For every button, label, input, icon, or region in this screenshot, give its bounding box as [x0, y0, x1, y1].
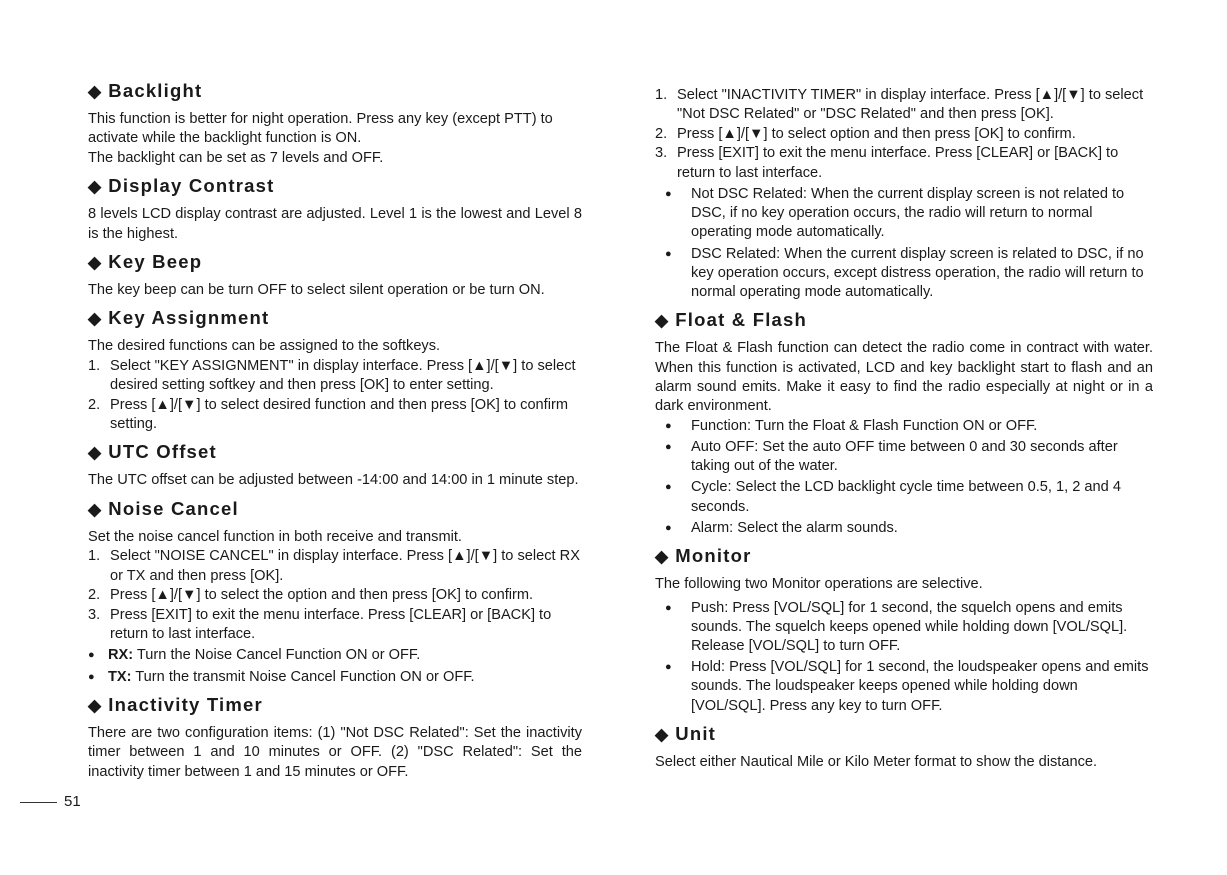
section-float-flash [655, 309, 1153, 538]
list-item: 2. Press [▲]/[▼] to select desired function and then press [OK] to confirm setting. [88, 396, 568, 433]
section-heading: ◆ Backlight [88, 80, 203, 101]
paragraph: This function is better for night operation. Press any key (except PTT) to activate while the backlight function is ON. [88, 111, 553, 147]
list-item: ● Push: Press [VOL/SQL] for 1 second, the squelch opens and emits sounds. The squelch keeps opened while holding down [VOL/SQL]. Release [VOL/SQL] to turn OFF. [665, 599, 1128, 654]
paragraph: There are two configuration items: (1) "Not DSC Related": Set the inactivity timer between 1 and 10 minutes or OFF. (2) "DSC Related": Set the inactivity timer between 1 and 15 minutes or OFF. [88, 724, 582, 780]
dot-bullet-icon: ● [665, 601, 672, 614]
paragraph: The following two Monitor operations are selective. [655, 576, 983, 593]
section-utc-offset [88, 441, 582, 490]
section-heading: ◆ Monitor [655, 545, 752, 567]
section-heading: ◆ UTC Offset [88, 441, 217, 463]
bullet-list [655, 185, 1153, 302]
section-inactivity-steps [655, 86, 1153, 302]
section-heading: ◆ Noise Cancel [88, 497, 239, 519]
list-item: 3. Press [EXIT] to exit the menu interface. Press [CLEAR] or [BACK] to return to last interface. [88, 606, 552, 642]
dot-bullet-icon: ● [88, 649, 95, 662]
section-heading: ◆ Float & Flash [655, 309, 808, 331]
dot-bullet-icon: ● [665, 441, 672, 454]
list-item: ● Function: Turn the Float & Flash Function ON or OFF. [655, 417, 1153, 436]
list-item: ● Hold: Press [VOL/SQL] for 1 second, the loudspeaker opens and emits sounds. The loudspeaker keeps opened while holding down [VOL/SQL]. Press any key to turn OFF. [665, 659, 1149, 714]
dot-bullet-icon: ● [665, 521, 672, 534]
list-item: 3. Press [EXIT] to exit the menu interface. Press [CLEAR] or [BACK] to return to last interface. [655, 145, 1119, 181]
list-item: 1. Select "KEY ASSIGNMENT" in display interface. Press [▲]/[▼] to select desired setting softkey and then press [OK] to enter setting. [88, 357, 576, 394]
list-item: ● Auto OFF: Set the auto OFF time between 0 and 30 seconds after taking out of the water. [665, 439, 1118, 475]
section-heading: ◆ Inactivity Timer [88, 693, 263, 715]
section-heading: ◆ Key Beep [88, 251, 203, 273]
paragraph: The Float & Flash function can detect the radio come in contract with water. When this function is activated, LCD and key backlight start to flash and an alarm sound emits. Make it easy to find the radio especially at night or in a dark environment. [655, 340, 1153, 415]
numbered-list [88, 357, 582, 435]
section-inactivity-timer [88, 694, 582, 782]
diamond-bullet-icon: ◆ [88, 443, 103, 463]
left-column [88, 80, 582, 789]
section-noise-cancel [88, 498, 582, 687]
paragraph: The backlight can be set as 7 levels and OFF. [88, 149, 384, 166]
dot-bullet-icon: ● [665, 247, 672, 260]
paragraph: The key beep can be turn OFF to select silent operation or be turn ON. [88, 282, 545, 299]
section-unit [655, 723, 1153, 772]
dot-bullet-icon: ● [665, 188, 672, 201]
right-column [655, 86, 1153, 779]
list-item: 2. Press [▲]/[▼] to select option and then press [OK] to confirm. [655, 125, 1076, 142]
list-item: ● TX: Turn the transmit Noise Cancel Function ON or OFF. [88, 668, 582, 687]
list-item: 1. Select "INACTIVITY TIMER" in display interface. Press [▲]/[▼] to select "Not DSC Related" or "DSC Related" and then press [OK]. [655, 87, 1144, 123]
page-number: 51 [64, 793, 81, 810]
numbered-list [88, 547, 582, 644]
section-key-assignment [88, 307, 582, 434]
diamond-bullet-icon: ◆ [88, 309, 103, 329]
footer-rule [20, 802, 57, 803]
section-key-beep [88, 251, 582, 300]
dot-bullet-icon: ● [665, 661, 672, 674]
bullet-list [655, 417, 1153, 538]
diamond-bullet-icon: ◆ [88, 253, 103, 273]
list-item: ● Not DSC Related: When the current display screen is not related to DSC, if no key operation occurs, the radio will return to normal operating mode automatically. [665, 186, 1125, 241]
section-heading: ◆ Unit [655, 722, 717, 744]
paragraph: Set the noise cancel function in both receive and transmit. [88, 528, 462, 545]
list-item: ● DSC Related: When the current display screen is related to DSC, if no key operation occurs, except distress operation, the radio will return to normal operating mode automatically. [665, 245, 1144, 301]
bullet-list [88, 646, 582, 686]
diamond-bullet-icon: ◆ [88, 82, 103, 101]
diamond-bullet-icon: ◆ [88, 177, 103, 197]
numbered-list [655, 86, 1153, 183]
section-display-contrast [88, 175, 582, 244]
bullet-list [655, 599, 1153, 716]
section-backlight [88, 80, 582, 168]
diamond-bullet-icon: ◆ [88, 499, 103, 519]
section-heading: ◆ Key Assignment [88, 307, 270, 329]
section-heading: ◆ Display Contrast [88, 175, 275, 197]
dot-bullet-icon: ● [88, 670, 95, 683]
paragraph: The desired functions can be assigned to the softkeys. [88, 338, 441, 355]
list-item: ● Cycle: Select the LCD backlight cycle time between 0.5, 1, 2 and 4 seconds. [665, 479, 1121, 515]
list-item: ● Alarm: Select the alarm sounds. [655, 519, 1153, 538]
list-item: ● RX: Turn the Noise Cancel Function ON or OFF. [88, 646, 582, 665]
list-item: 2. Press [▲]/[▼] to select the option and then press [OK] to confirm. [88, 587, 534, 604]
diamond-bullet-icon: ◆ [655, 547, 670, 567]
section-monitor [655, 545, 1153, 716]
dot-bullet-icon: ● [665, 481, 672, 494]
list-item: 1. Select "NOISE CANCEL" in display interface. Press [▲]/[▼] to select RX or TX and then press [OK]. [88, 548, 580, 584]
dot-bullet-icon: ● [665, 419, 672, 432]
paragraph: Select either Nautical Mile or Kilo Meter format to show the distance. [655, 753, 1098, 770]
paragraph: 8 levels LCD display contrast are adjusted. Level 1 is the lowest and Level 8 is the highest. [88, 206, 582, 242]
diamond-bullet-icon: ◆ [655, 724, 670, 744]
paragraph: The UTC offset can be adjusted between -14:00 and 14:00 in 1 minute step. [88, 472, 579, 489]
diamond-bullet-icon: ◆ [88, 695, 103, 715]
diamond-bullet-icon: ◆ [655, 311, 670, 331]
